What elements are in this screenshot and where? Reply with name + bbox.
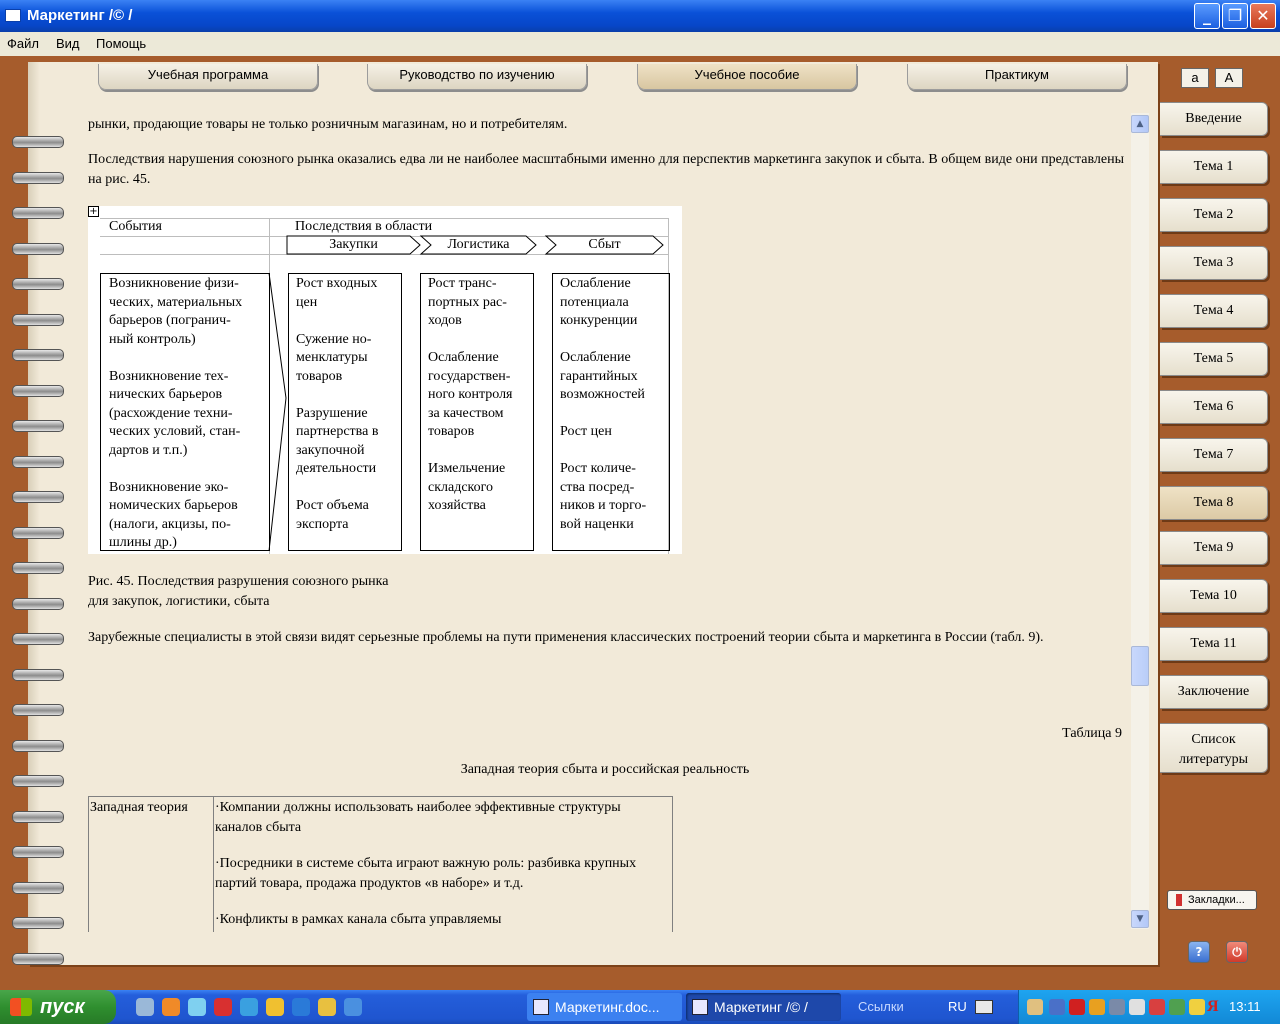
menu-view[interactable]: Вид <box>56 36 80 51</box>
arrow-sales: Сбыт <box>588 237 621 252</box>
app-icon <box>692 999 708 1015</box>
paragraph: Зарубежные специалисты в этой связи видят серьезные проблемы на пути применения классических построений теории сбыта и маркетинга в России (табл. 9). <box>88 630 1044 645</box>
binder-ring <box>12 419 64 431</box>
font-smaller-button[interactable]: a <box>1181 68 1209 88</box>
table-item: ·Компании должны использовать наиболее эффективные структуры каналов сбыта <box>215 800 621 835</box>
binder-ring <box>12 810 64 822</box>
menu-file[interactable]: Файл <box>7 36 39 51</box>
firefox-icon[interactable] <box>162 998 180 1016</box>
taskbar <box>0 990 1280 1024</box>
content-area <box>88 112 1124 932</box>
antivirus-icon[interactable] <box>1069 999 1085 1015</box>
binder-ring <box>12 455 64 467</box>
quicklaunch-icon[interactable] <box>344 998 362 1016</box>
logistics-text: Рост транс- портных рас- ходов Ослабление государствен- ного контроля за качеством товаров Измельчение складского хозяйства <box>428 276 513 513</box>
window-title: Маркетинг /© / <box>27 7 133 24</box>
title-bar <box>0 0 1280 32</box>
table-item: ·Конфликты в рамках канала сбыта управляемы <box>215 912 502 927</box>
binder-ring <box>12 171 64 183</box>
scroll-down-button[interactable]: ▼ <box>1131 910 1149 928</box>
binder-ring <box>12 632 64 644</box>
windows-logo-icon <box>10 998 32 1016</box>
tray-icon[interactable] <box>1109 999 1125 1015</box>
tray-icon[interactable] <box>1129 999 1145 1015</box>
binder-ring <box>12 597 64 609</box>
side-tab[interactable]: Тема 6 <box>1160 390 1268 424</box>
side-tab[interactable]: Тема 9 <box>1160 531 1268 565</box>
help-icon[interactable]: ? <box>1188 941 1210 963</box>
side-tab[interactable]: Тема 11 <box>1160 627 1268 661</box>
table-9 <box>88 796 673 932</box>
close-button[interactable]: ✕ <box>1250 3 1276 29</box>
binder-ring <box>12 916 64 928</box>
binder-ring <box>12 739 64 751</box>
clock: 13:11 <box>1229 999 1261 1014</box>
side-tab[interactable]: Тема 3 <box>1160 246 1268 280</box>
menu-help[interactable]: Помощь <box>96 36 147 51</box>
figure-caption: для закупок, логистики, сбыта <box>88 594 270 609</box>
tray-icon[interactable] <box>1027 999 1043 1015</box>
binder-ring <box>12 881 64 893</box>
side-tab[interactable]: Тема 5 <box>1160 342 1268 376</box>
table-row-header: Западная теория <box>90 800 188 815</box>
ie-icon[interactable] <box>292 998 310 1016</box>
scroll-up-button[interactable]: ▲ <box>1131 115 1149 133</box>
figure-45 <box>88 206 682 554</box>
scroll-thumb[interactable] <box>1131 646 1149 686</box>
binder-ring <box>12 952 64 964</box>
side-tab[interactable]: Введение <box>1160 102 1268 136</box>
maximize-button[interactable]: ❐ <box>1222 3 1248 29</box>
vertical-scrollbar[interactable] <box>1131 113 1149 929</box>
binder-ring <box>12 313 64 325</box>
side-tab[interactable]: Тема 8 <box>1160 486 1268 520</box>
links-toolbar[interactable]: Ссылки <box>858 999 904 1014</box>
task-marketing[interactable]: Маркетинг /© / <box>686 993 841 1021</box>
quicklaunch-icon[interactable] <box>136 998 154 1016</box>
messenger-icon[interactable] <box>188 998 206 1016</box>
exit-icon[interactable]: ⏻ <box>1226 941 1248 963</box>
app-icon <box>5 9 21 22</box>
events-text: Возникновение физи- ческих, материальных барьеров (погранич- ный контроль) Возникновение тех- нических барьеров (расхождение техни- ческих условий, стан- дартов и т.п.) Возникновение эко- номических барьеров (налоги, акцизы, по- шлины др.) <box>109 276 243 550</box>
tab-practicum[interactable]: Практикум <box>907 64 1127 90</box>
side-tab[interactable]: Тема 4 <box>1160 294 1268 328</box>
quicklaunch-icon[interactable] <box>266 998 284 1016</box>
volume-icon[interactable] <box>1089 999 1105 1015</box>
arrow-purchases: Закупки <box>329 237 378 252</box>
yandex-icon[interactable]: Я <box>1207 998 1219 1015</box>
task-word[interactable]: Маркетинг.doc... <box>527 993 682 1021</box>
quicklaunch-icon[interactable] <box>240 998 258 1016</box>
binder-ring <box>12 277 64 289</box>
tab-textbook[interactable]: Учебное пособие <box>637 64 857 90</box>
tray-icon[interactable] <box>1149 999 1165 1015</box>
table-item: ·Посредники в системе сбыта играют важную роль: разбивка крупных партий товара, продажа продуктов «в наборе» и т.д. <box>215 856 637 891</box>
side-tab[interactable]: Заключение <box>1160 675 1268 709</box>
binder-ring <box>12 384 64 396</box>
figure-caption: Рис. 45. Последствия разрушения союзного рынка <box>88 574 389 589</box>
purchases-text: Рост входных цен Сужение но- менклатуры товаров Разрушение партнерства в закупочной деятельности Рост объема экспорта <box>296 276 379 532</box>
table-move-handle-icon[interactable]: + <box>89 206 98 217</box>
tab-study-guide[interactable]: Руководство по изучению <box>367 64 587 90</box>
menu-bar <box>0 32 1280 56</box>
opera-icon[interactable] <box>214 998 232 1016</box>
word-icon <box>533 999 549 1015</box>
table-title: Западная теория сбыта и российская реальность <box>460 762 750 777</box>
side-tab[interactable]: Тема 1 <box>1160 150 1268 184</box>
bookmarks-button[interactable]: Закладки... <box>1167 890 1257 910</box>
keyboard-icon[interactable] <box>975 1000 993 1014</box>
tray-icon[interactable] <box>1049 999 1065 1015</box>
binder-ring <box>12 526 64 538</box>
figure-col-consequences: Последствия в области <box>295 219 433 234</box>
binder-ring <box>12 242 64 254</box>
figure-col-events: События <box>109 219 162 234</box>
side-tab[interactable]: Список литературы <box>1160 723 1268 773</box>
binder-ring <box>12 703 64 715</box>
binder-ring <box>12 135 64 147</box>
page-spine <box>28 62 40 965</box>
binder-ring <box>12 561 64 573</box>
minimize-button[interactable]: _ <box>1194 3 1220 29</box>
binder-ring <box>12 774 64 786</box>
side-tab[interactable]: Тема 7 <box>1160 438 1268 472</box>
language-indicator[interactable]: RU <box>948 999 967 1014</box>
font-larger-button[interactable]: A <box>1215 68 1243 88</box>
chrome-icon[interactable] <box>318 998 336 1016</box>
tray-icon[interactable] <box>1189 999 1205 1015</box>
side-tab[interactable]: Тема 10 <box>1160 579 1268 613</box>
binder-ring <box>12 668 64 680</box>
paragraph: рынки, продающие товары не только розничным магазинам, но и потребителям. <box>88 117 568 132</box>
binder-ring <box>12 490 64 502</box>
binder-ring <box>12 206 64 218</box>
binder-ring <box>12 845 64 857</box>
tab-curriculum[interactable]: Учебная программа <box>98 64 318 90</box>
sales-text: Ослабление потенциала конкуренции Ослабление гарантийных возможностей Рост цен Рост количе- ства посред- ников и торго- вой наценки <box>560 276 647 532</box>
arrow-logistics: Логистика <box>447 237 510 252</box>
side-tab[interactable]: Тема 2 <box>1160 198 1268 232</box>
table-label: Таблица 9 <box>1062 726 1122 741</box>
start-button[interactable]: пуск <box>0 990 116 1024</box>
system-tray <box>1018 990 1280 1024</box>
paragraph: Последствия нарушения союзного рынка оказались едва ли не наиболее масштабными именно для перспектив маркетинга закупок и сбыта. В общем виде они представлены на рис. 45. <box>88 152 1124 187</box>
network-icon[interactable] <box>1169 999 1185 1015</box>
binder-ring <box>12 348 64 360</box>
